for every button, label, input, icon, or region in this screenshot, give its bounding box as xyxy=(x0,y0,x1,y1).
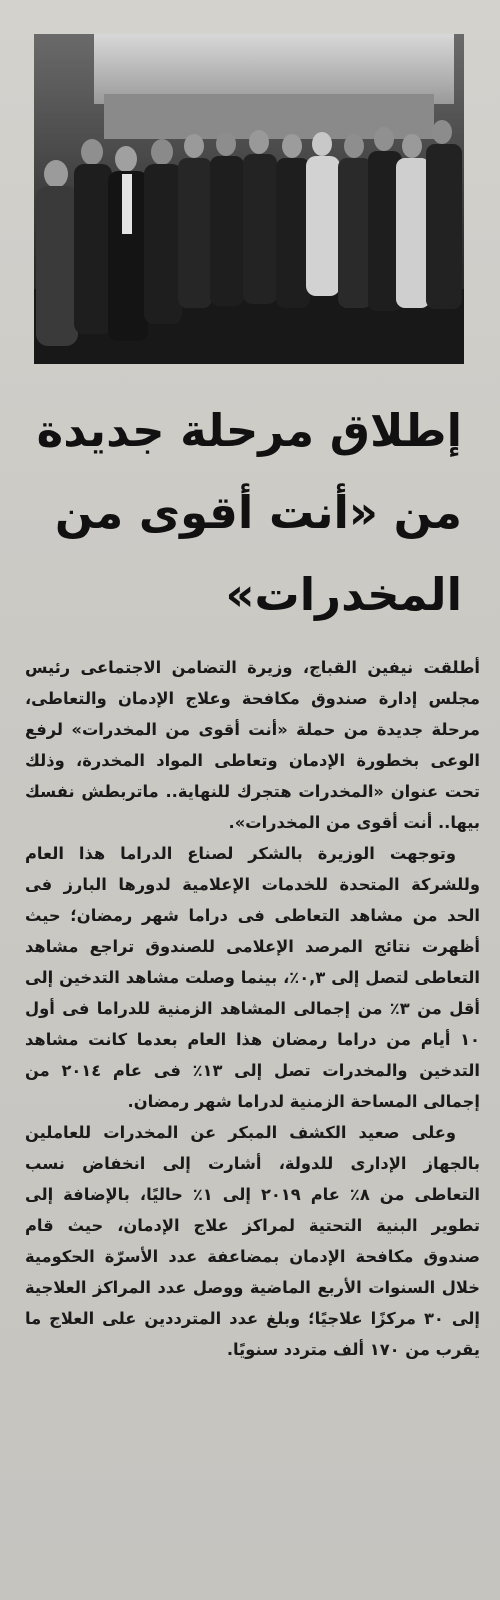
article-paragraph-2: وتوجهت الوزيرة بالشكر لصناع الدراما هذا العام وللشركة المتحدة للخدمات الإعلامية لدورها البارز فى الحد من مشاهد التعاطى فى دراما شهر رمضان؛ حيث أظهرت نتائج المرصد الإعلامى للصندوق تراجع مشاهد التعاطى لتصل إلى ٠,٣٪، بينما وصلت مشاهد التدخين إلى أقل من ٣٪ من إجمالى المشاهد الزمنية للدراما فى أول ١٠ أيام من دراما رمضان هذا العام بعدما كانت مشاهد التدخين والمخدرات تصل إلى ١٣٪ فى عام ٢٠١٤ من إجمالى المساحة الزمنية لدراما شهر رمضان. xyxy=(25,844,480,1111)
article-body xyxy=(25,652,480,1365)
headline-line-2: من «أنت أقوى من xyxy=(54,486,462,539)
headline-line-3: المخدرات» xyxy=(225,568,462,621)
article-paragraph-1: أطلقت نيفين القباج، وزيرة التضامن الاجتماعى رئيس مجلس إدارة صندوق مكافحة وعلاج الإدمان والتعاطى، مرحلة جديدة من حملة «أنت أقوى من المخدرات» لرفع الوعى بخطورة الإدمان وتعاطى المواد المخدرة، وذلك تحت عنوان «المخدرات هتجرك للنهاية.. ماتربطش نفسك بيها.. أنت أقوى من المخدرات». xyxy=(25,658,480,832)
article-headline xyxy=(32,390,462,636)
article-paragraph-3: وعلى صعيد الكشف المبكر عن المخدرات للعاملين بالجهاز الإدارى للدولة، أشارت إلى انخفاض نسب التعاطى من ٨٪ عام ٢٠١٩ إلى ١٪ حاليًا، بالإضافة إلى تطوير البنية التحتية لمراكز علاج الإدمان، حيث قام صندوق مكافحة الإدمان بمضاعفة عدد الأسرّة الحكومية خلال السنوات الأربع الماضية ووصل عدد المراكز العلاجية إلى ٣٠ مركزًا علاجيًا؛ وبلغ عدد المترددين على العلاج ما يقرب من ١٧٠ ألف متردد سنويًا. xyxy=(25,1123,480,1359)
group-photo-image xyxy=(34,34,464,364)
headline-line-1: إطلاق مرحلة جديدة xyxy=(36,404,462,457)
group-photo xyxy=(34,34,464,364)
